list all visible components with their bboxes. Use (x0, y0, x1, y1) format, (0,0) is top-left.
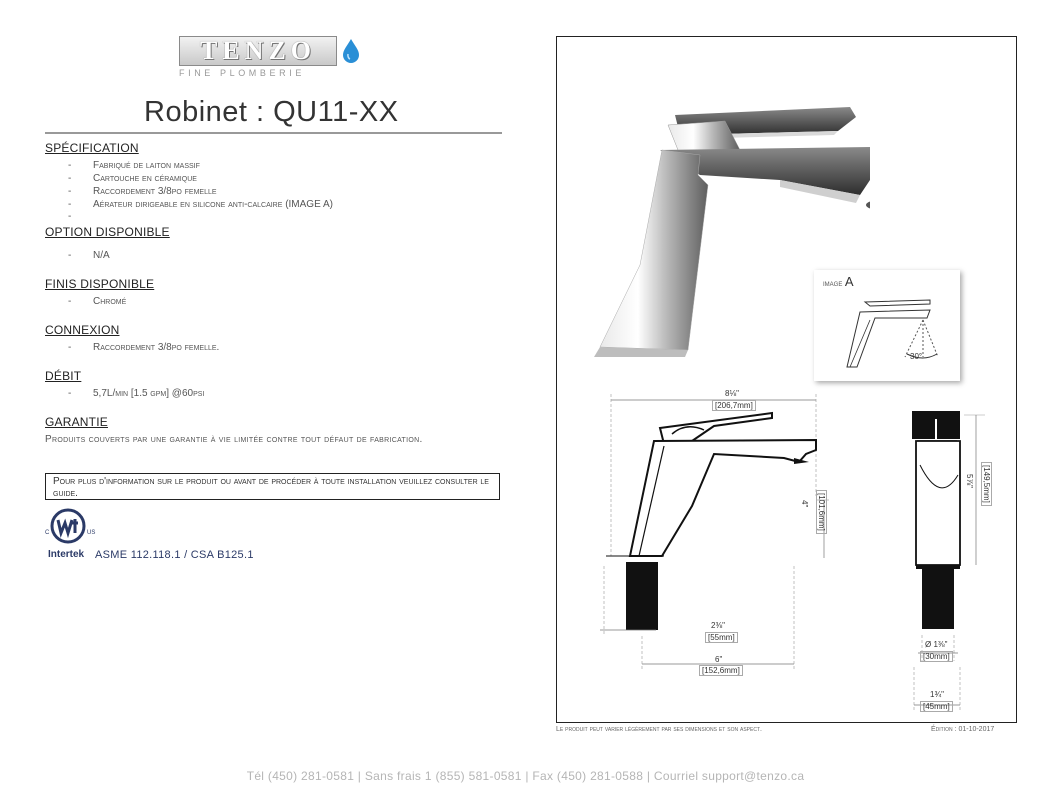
dim-side-height-in: 5⅞" (965, 474, 974, 488)
aerator-diagram (835, 292, 950, 372)
dim-side-height-mm: [149,5mm] (981, 462, 992, 506)
connection-item: - Raccordement 3/8po femelle. (68, 342, 220, 353)
disclaimer-text: Le produit peut varier légèrement par ses dimensions et son aspect. (556, 726, 762, 733)
spec-item: - (68, 211, 72, 222)
finish-item: - Chromé (68, 296, 127, 307)
contact-footer: Tél (450) 281-0581 | Sans frais 1 (855) 581-0581 | Fax (450) 281-0588 | Courriel support@tenzo.ca (246, 769, 805, 783)
brand-tagline: FINE PLOMBERIE (179, 68, 305, 78)
section-heading-flow: DÉBIT (45, 369, 82, 383)
section-heading-warranty: GARANTIE (45, 415, 108, 429)
section-heading-connection: CONNEXION (45, 323, 120, 337)
aerator-angle-label: 30° (910, 352, 923, 361)
intertek-label: Intertek (48, 549, 85, 560)
water-drop-icon (341, 38, 361, 64)
dim-diameter-mm: [30mm] (920, 651, 953, 662)
standards-label: ASME 112.118.1 / CSA B125.1 (95, 549, 254, 561)
dim-shank-mm: [152,6mm] (699, 665, 743, 676)
section-heading-finish: FINIS DISPONIBLE (45, 277, 155, 291)
dim-base-in: 1¾" (930, 690, 944, 699)
flow-item: - 5,7L/min [1.5 gpm] @60psi (68, 388, 205, 399)
dim-height-mm: [101,6mm] (816, 490, 827, 534)
edition-date: Édition : 01-10-2017 (931, 726, 995, 733)
dim-base-mm: [45mm] (920, 701, 953, 712)
spec-item: - Aérateur dirigeable en silicone anti-calcaire (IMAGE A) (68, 199, 333, 210)
dim-height-in: 4" (800, 500, 809, 508)
cert-us-label: US (87, 530, 96, 536)
section-heading-option: OPTION DISPONIBLE (45, 225, 170, 239)
spec-item: - Fabriqué de laiton massif (68, 160, 200, 171)
dim-spout-in: 2⅜" (711, 621, 725, 630)
warranty-text: Produits couverts par une garantie à vie limitée contre tout défaut de fabrication. (45, 434, 423, 445)
dim-spout-mm: [55mm] (705, 632, 738, 643)
spec-item: - Cartouche en céramique (68, 173, 197, 184)
guide-note: Pour plus d'information sur le produit ou avant de procéder à toute installation veuillez consulter le guide. (45, 473, 500, 500)
option-item: - N/A (68, 250, 110, 261)
image-a-label: image A (823, 274, 854, 289)
dim-width-in: 8⅛" (725, 389, 739, 398)
spec-item: - Raccordement 3/8po femelle (68, 186, 217, 197)
cert-c-label: C (45, 530, 50, 536)
dim-shank-in: 6" (715, 655, 723, 664)
brand-logo: TENZO (199, 36, 317, 65)
section-heading-specification: SPÉCIFICATION (45, 141, 139, 155)
dim-diameter-in: Ø 1⅜" (925, 640, 948, 649)
dim-width-mm: [206,7mm] (712, 400, 756, 411)
title-divider (45, 132, 502, 134)
page-title: Robinet : QU11-XX (144, 96, 399, 128)
side-elevation-drawing (900, 405, 1000, 715)
